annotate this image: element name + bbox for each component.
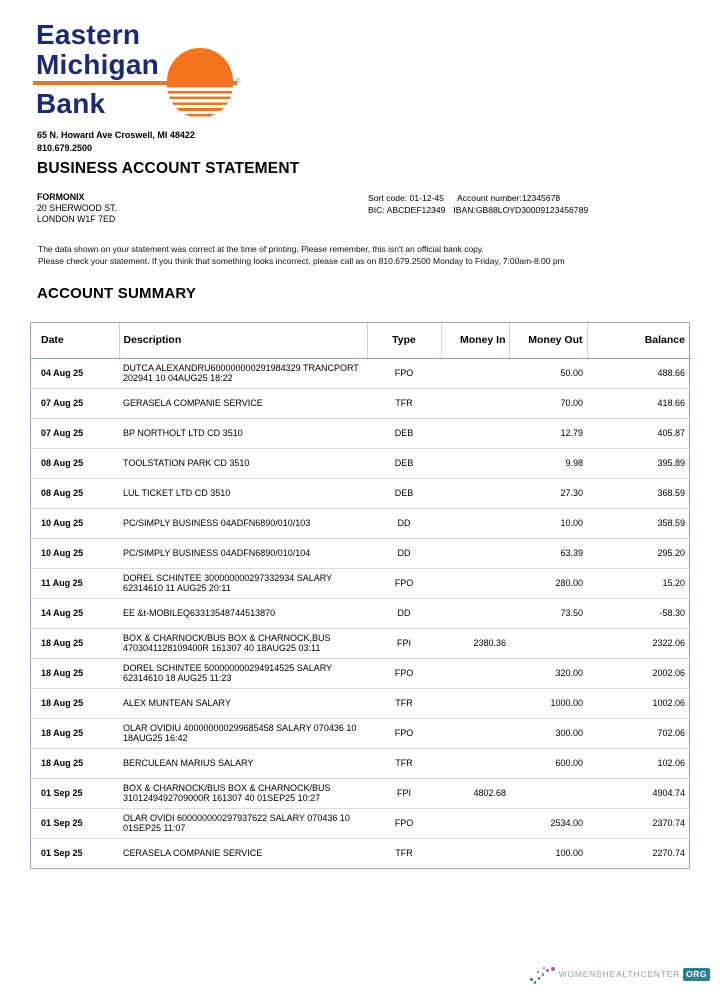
cell-date: 10 Aug 25 <box>31 538 119 568</box>
cell-description: OLAR OVIDIU 400000000299685458 SALARY 070436 10 18AUG25 16:42 <box>119 718 367 748</box>
cell-money-out: 63.39 <box>509 538 587 568</box>
cell-balance: 395.89 <box>587 448 691 478</box>
customer-name: FORMONIX <box>37 192 85 202</box>
sun-reflection-stripes <box>167 85 233 118</box>
cell-description: DUTCA ALEXANDRU600000000291984329 TRANCPORT 202941 10 04AUG25 18:22 <box>119 358 367 388</box>
cell-balance: 2002.06 <box>587 658 691 688</box>
cell-date: 01 Sep 25 <box>41 848 83 859</box>
transaction-row <box>31 778 691 808</box>
cell-money-out: 320.00 <box>509 658 587 688</box>
cell-money-out: 280.00 <box>509 568 587 598</box>
cell-money-out: 300.00 <box>509 718 587 748</box>
cell-balance: 295.20 <box>587 538 691 568</box>
cell-balance: 488.66 <box>587 358 691 388</box>
statement-title: BUSINESS ACCOUNT STATEMENT <box>37 160 300 177</box>
col-header-type: Type <box>367 323 441 358</box>
cell-type: FPO <box>367 358 441 388</box>
transactions-body <box>31 358 691 868</box>
cell-description: DOREL SCHINTEE 300000000297332934 SALARY 62314610 11 AUG25 20:11 <box>119 568 367 598</box>
transaction-row <box>31 478 691 508</box>
transaction-row <box>31 358 691 388</box>
cell-date: 01 Sep 25 <box>31 808 119 838</box>
cell-description: PC/SIMPLY BUSINESS 04ADFN6890/010/104 <box>119 538 367 568</box>
statement-disclaimer <box>38 243 565 267</box>
cell-type: FPO <box>367 658 441 688</box>
account-number: Account number:12345678 <box>456 193 561 203</box>
cell-money-in: 2380.36 <box>441 628 509 658</box>
cell-money-in <box>441 448 509 478</box>
cell-description: BOX & CHARNOCK/BUS BOX & CHARNOCK/BUS 3101249492709000R 161307 40 01SEP25 10:27 <box>119 778 367 808</box>
registered-trademark-symbol: ® <box>236 79 241 85</box>
cell-money-out: 70.00 <box>509 388 587 418</box>
cell-money-out: 27.30 <box>509 478 587 508</box>
cell-date: 04 Aug 25 <box>31 358 119 388</box>
cell-date: 18 Aug 25 <box>31 628 119 658</box>
cell-money-out: 10.00 <box>509 508 587 538</box>
cell-money-out: 9.98 <box>509 448 587 478</box>
transaction-row <box>31 718 691 748</box>
cell-type: TFR <box>367 388 441 418</box>
site-name: WOMENSHEALTHCENTER <box>558 969 681 979</box>
cell-date: 08 Aug 25 <box>31 478 119 508</box>
iban-code: IBAN:GB88LOYD30009123456789 <box>453 205 589 215</box>
cell-balance: 702.06 <box>587 718 691 748</box>
cell-money-out: 600.00 <box>509 748 587 778</box>
logo-dots-icon <box>529 963 557 985</box>
cell-balance: 368.59 <box>587 478 691 508</box>
cell-balance: 2370.74 <box>587 808 691 838</box>
cell-date: 01 Sep 25 <box>31 778 119 808</box>
cell-type: DEB <box>367 418 441 448</box>
cell-money-out: 1000.00 <box>509 688 587 718</box>
customer-address-line1: 20 SHERWOOD ST. <box>37 203 118 213</box>
cell-money-out: 73.50 <box>509 598 587 628</box>
table-header <box>31 323 691 358</box>
cell-money-out <box>509 778 587 808</box>
cell-balance: 2270.74 <box>652 848 685 859</box>
cell-money-in <box>441 568 509 598</box>
cell-type: DEB <box>367 448 441 478</box>
cell-type: DD <box>367 508 441 538</box>
cell-type: FPI <box>367 778 441 808</box>
cell-money-in <box>441 688 509 718</box>
cell-balance: 2322.06 <box>587 628 691 658</box>
bank-logo-word-bank: Bank <box>36 88 106 119</box>
transaction-row <box>31 388 691 418</box>
col-header-balance: Balance <box>587 323 691 358</box>
col-header-date: Date <box>31 323 119 358</box>
cell-balance: 15.20 <box>587 568 691 598</box>
site-tld-badge: ORG <box>683 968 710 981</box>
cell-money-in <box>441 838 509 868</box>
cell-balance: 418.66 <box>587 388 691 418</box>
cell-description: BP NORTHOLT LTD CD 3510 <box>119 418 367 448</box>
cell-money-in <box>441 718 509 748</box>
bank-street-address: 65 N. Howard Ave Croswell, MI 48422 <box>37 130 195 140</box>
cell-type: FPO <box>367 718 441 748</box>
cell-balance: 405.87 <box>587 418 691 448</box>
cell-description: DOREL SCHINTEE 500000000294914525 SALARY 62314610 18 AUG25 11:23 <box>119 658 367 688</box>
account-summary-heading: ACCOUNT SUMMARY <box>37 285 197 302</box>
transaction-row <box>31 628 691 658</box>
transaction-row <box>31 598 691 628</box>
cell-money-out: 12.79 <box>509 418 587 448</box>
bank-logo-word-michigan: Michigan <box>36 49 159 80</box>
bank-logo-word-eastern: Eastern <box>36 19 141 50</box>
transaction-row <box>31 748 691 778</box>
cell-description: BERCULEAN MARIUS SALARY <box>119 748 367 778</box>
transaction-row <box>31 658 691 688</box>
account-identifiers-line2 <box>368 205 588 215</box>
cell-description: BOX & CHARNOCK/BUS BOX & CHARNOCK,BUS 4703041128109400R 161307 40 18AUG25 03:11 <box>119 628 367 658</box>
cell-date: 14 Aug 25 <box>31 598 119 628</box>
table-header-row <box>31 323 691 358</box>
cell-balance: -58.30 <box>587 598 691 628</box>
cell-balance: 4904.74 <box>587 778 691 808</box>
cell-description: EE &t-MOBILEQ63313548744513870 <box>119 598 367 628</box>
cell-money-out: 2534.00 <box>509 808 587 838</box>
cell-description: LUL TICKET LTD CD 3510 <box>119 478 367 508</box>
sun-over-water-icon <box>167 48 233 118</box>
cell-balance: 102.06 <box>587 748 691 778</box>
cell-money-out: 50.00 <box>509 358 587 388</box>
cell-money-in <box>441 748 509 778</box>
customer-address-line2: LONDON W1F 7ED <box>37 214 116 224</box>
cell-money-in <box>441 418 509 448</box>
account-identifiers-line1 <box>368 193 560 203</box>
transaction-row <box>31 448 691 478</box>
cell-money-in: 4802.68 <box>441 778 509 808</box>
cell-money-out: 100.00 <box>555 848 583 859</box>
bank-phone: 810.679.2500 <box>37 143 93 153</box>
cell-date: 10 Aug 25 <box>31 508 119 538</box>
cell-date: 11 Aug 25 <box>31 568 119 598</box>
transaction-row <box>31 508 691 538</box>
cell-description: CERASELA COMPANIE SERVICE <box>123 848 263 858</box>
col-header-description: Description <box>119 323 367 358</box>
cell-money-in <box>441 538 509 568</box>
cell-type: DD <box>367 598 441 628</box>
cell-money-out <box>509 628 587 658</box>
col-header-money-out: Money Out <box>509 323 587 358</box>
transactions-table <box>31 323 691 868</box>
transaction-row <box>31 688 691 718</box>
cell-date: 18 Aug 25 <box>31 658 119 688</box>
cell-money-in <box>441 508 509 538</box>
cell-money-in <box>441 808 509 838</box>
col-header-money-in: Money In <box>441 323 509 358</box>
cell-type: FPI <box>367 628 441 658</box>
bank-address-block <box>37 129 195 155</box>
cell-date: 08 Aug 25 <box>31 448 119 478</box>
cell-type: TFR <box>395 848 413 859</box>
customer-address-block <box>37 192 117 225</box>
account-summary-table <box>30 322 690 869</box>
cell-description: PC/SIMPLY BUSINESS 04ADFN6890/010/103 <box>119 508 367 538</box>
cell-date: 18 Aug 25 <box>31 748 119 778</box>
cell-date: 18 Aug 25 <box>31 718 119 748</box>
cell-description: TOOLSTATION PARK CD 3510 <box>119 448 367 478</box>
cell-type: FPO <box>367 808 441 838</box>
cell-date: 18 Aug 25 <box>31 688 119 718</box>
bic-code: BIC: ABCDEF12349 <box>368 205 446 215</box>
sort-code: Sort code: 01-12-45 <box>368 193 444 203</box>
cell-description: OLAR OVIDI 600000000297937622 SALARY 070436 10 01SEP25 11:07 <box>119 808 367 838</box>
cell-balance: 358.59 <box>587 508 691 538</box>
cell-description: ALEX MUNTEAN SALARY <box>119 688 367 718</box>
cell-money-in <box>441 478 509 508</box>
transaction-row <box>31 568 691 598</box>
cell-type: DEB <box>367 478 441 508</box>
transaction-row <box>31 808 691 838</box>
cell-money-in <box>441 658 509 688</box>
cell-money-in <box>441 598 509 628</box>
womenshealthcenter-logo <box>529 962 710 986</box>
cell-date: 07 Aug 25 <box>31 388 119 418</box>
cell-type: TFR <box>367 688 441 718</box>
transaction-row <box>31 418 691 448</box>
transaction-row <box>31 838 691 868</box>
cell-date: 07 Aug 25 <box>31 418 119 448</box>
cell-money-in <box>441 358 509 388</box>
disclaimer-line2: Please check your statement. If you think that something looks incorrect, please call as on 810.679.2500 Monday to Friday, 7:00am-8:00 pm <box>38 256 565 266</box>
cell-type: TFR <box>367 748 441 778</box>
disclaimer-line1: The data shown on your statement was correct at the time of printing. Please remember, this isn't an official bank copy. <box>38 244 484 254</box>
cell-type: FPO <box>367 568 441 598</box>
cell-balance: 1002.06 <box>587 688 691 718</box>
cell-description: GERASELA COMPANIE SERVICE <box>119 388 367 418</box>
cell-type: DD <box>367 538 441 568</box>
transaction-row <box>31 538 691 568</box>
sun-upper-half <box>167 48 233 81</box>
cell-money-in <box>441 388 509 418</box>
